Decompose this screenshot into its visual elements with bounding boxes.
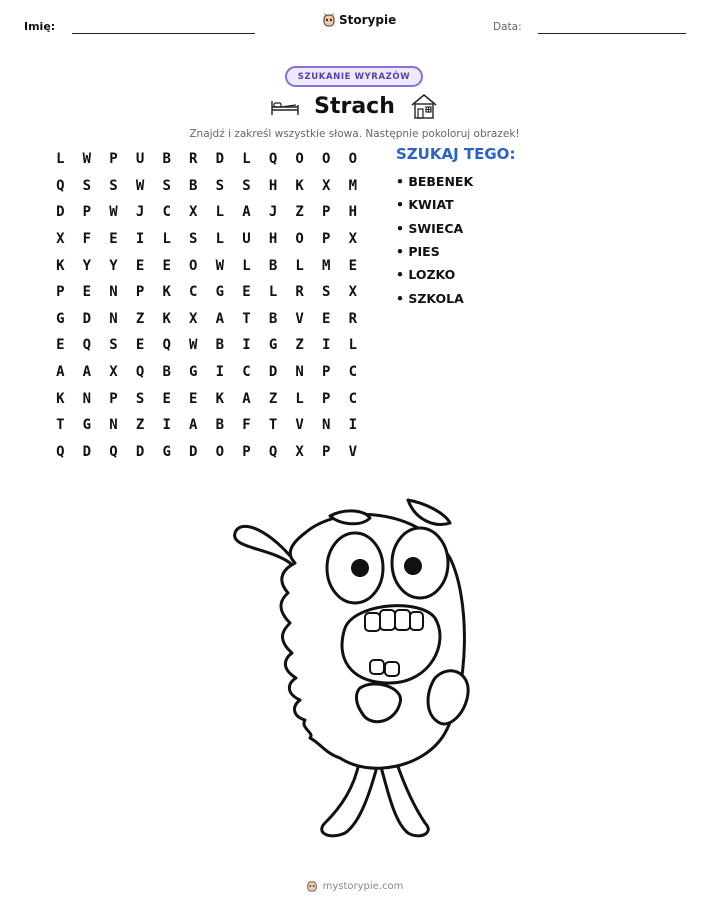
grid-cell[interactable]: B [215,417,225,434]
grid-cell[interactable]: C [348,390,358,407]
grid-cell[interactable]: T [242,310,251,327]
word-item: • PIES [396,244,440,260]
word-item: • LOZKO [396,267,456,283]
grid-cell[interactable]: E [322,310,331,327]
name-label: Imię: [24,20,56,33]
grid-cell[interactable]: B [162,151,171,168]
grid-cell[interactable]: C [242,364,251,381]
grid-cell[interactable]: V [348,443,358,460]
grid-cell[interactable]: O [295,151,304,168]
bed-icon [270,95,300,117]
word-item: • SWIECA [396,220,464,236]
grid-cell[interactable]: Z [135,417,145,434]
grid-cell[interactable]: A [215,310,225,327]
grid-cell[interactable]: P [135,284,145,301]
grid-cell[interactable]: P [322,390,331,407]
grid-cell[interactable]: Q [162,337,171,354]
grid-cell[interactable]: E [162,390,171,407]
grid-cell[interactable]: T [268,417,278,434]
grid-cell[interactable]: A [242,204,251,221]
grid-cell[interactable]: X [189,204,198,221]
name-line[interactable] [72,33,255,34]
word-item: • KWIAT [396,197,454,213]
grid-cell[interactable]: S [215,177,225,194]
house-icon [409,92,439,120]
grid-cell[interactable]: U [135,151,145,168]
grid-cell[interactable]: L [215,204,225,221]
footer-url[interactable]: mystorypie.com [322,880,404,892]
grid-cell[interactable]: W [135,177,145,194]
grid-cell[interactable]: P [322,364,331,381]
grid-cell[interactable]: Y [109,257,118,274]
storypie-logo-icon [306,879,318,893]
grid-cell[interactable]: B [189,177,198,194]
grid-cell[interactable]: G [162,443,171,460]
grid-cell[interactable]: D [56,204,65,221]
grid-cell[interactable]: B [162,364,171,381]
grid-cell[interactable]: E [162,257,171,274]
grid-cell[interactable]: W [82,151,92,168]
grid-cell[interactable]: H [268,231,278,248]
grid-cell[interactable]: I [135,231,145,248]
grid-cell[interactable]: U [242,231,251,248]
grid-cell[interactable]: X [322,177,331,194]
grid-cell[interactable]: T [56,417,65,434]
title-row [0,92,709,120]
grid-cell[interactable]: S [189,231,198,248]
grid-cell[interactable]: K [56,390,65,407]
instructions: Znajdź i zakreśl wszystkie słowa. Następnie pokoloruj obrazek! [189,128,520,140]
grid-cell[interactable]: X [348,231,358,248]
grid-cell[interactable]: L [295,390,304,407]
grid-cell[interactable]: E [189,390,198,407]
grid-cell[interactable]: G [82,417,92,434]
grid-cell[interactable]: E [348,257,358,274]
grid-cell[interactable]: N [322,417,331,434]
grid-cell[interactable]: Y [82,257,92,274]
grid-cell[interactable]: E [109,231,118,248]
grid-cell[interactable]: A [189,417,198,434]
grid-cell[interactable]: L [162,231,171,248]
grid-cell[interactable]: Q [82,337,92,354]
grid-cell[interactable]: K [162,284,171,301]
grid-cell[interactable]: I [215,364,225,381]
grid-cell[interactable]: I [242,337,251,354]
grid-cell[interactable]: Q [56,177,65,194]
grid-cell[interactable]: D [215,151,225,168]
grid-cell[interactable]: O [348,151,358,168]
grid-cell[interactable]: X [56,231,65,248]
grid-cell[interactable]: E [242,284,251,301]
grid-cell[interactable]: S [82,177,92,194]
grid-cell[interactable]: N [295,364,304,381]
grid-cell[interactable]: E [82,284,92,301]
word-list-title: SZUKAJ TEGO: [396,145,516,163]
grid-cell[interactable]: R [189,151,198,168]
grid-cell[interactable]: D [82,310,92,327]
grid-cell[interactable]: Z [268,390,278,407]
grid-cell[interactable]: Z [295,337,304,354]
grid-cell[interactable]: E [135,257,145,274]
grid-cell[interactable]: O [215,443,225,460]
grid-cell[interactable]: S [162,177,171,194]
grid-cell[interactable]: Q [135,364,145,381]
grid-cell[interactable]: X [295,443,304,460]
grid-cell[interactable]: G [189,364,198,381]
grid-cell[interactable]: I [348,417,358,434]
grid-cell[interactable]: L [56,151,65,168]
grid-cell[interactable]: H [268,177,278,194]
grid-cell[interactable]: C [348,364,358,381]
grid-cell[interactable]: P [322,443,331,460]
grid-cell[interactable]: R [348,310,358,327]
grid-cell[interactable]: N [109,417,118,434]
scared-monster-coloring-icon[interactable] [230,488,480,858]
storypie-logo-icon [322,12,336,28]
grid-cell[interactable]: O [189,257,198,274]
date-label: Data: [493,21,522,33]
brand-logo [322,12,396,28]
page-title: Strach [314,93,395,119]
grid-cell[interactable]: K [215,390,225,407]
grid-cell[interactable]: O [295,231,304,248]
grid-cell[interactable]: Q [56,443,65,460]
grid-cell[interactable]: W [109,204,118,221]
grid-cell[interactable]: P [322,204,331,221]
word-search-grid[interactable] [47,146,366,465]
grid-cell[interactable]: F [82,231,92,248]
grid-cell[interactable]: P [82,204,92,221]
grid-cell[interactable]: Z [135,310,145,327]
brand-name: Storypie [339,13,397,27]
grid-cell[interactable]: L [348,337,358,354]
grid-cell[interactable]: X [189,310,198,327]
grid-cell[interactable]: G [215,284,225,301]
grid-cell[interactable]: D [82,443,92,460]
grid-cell[interactable]: S [322,284,331,301]
grid-cell[interactable]: Z [295,204,304,221]
grid-cell[interactable]: L [295,257,304,274]
grid-cell[interactable]: J [135,204,145,221]
grid-cell[interactable]: E [56,337,65,354]
grid-cell[interactable]: C [189,284,198,301]
word-item: • SZKOLA [396,290,464,306]
grid-cell[interactable]: K [162,310,171,327]
grid-cell[interactable]: A [242,390,251,407]
grid-cell[interactable]: K [295,177,304,194]
grid-cell[interactable]: G [268,337,278,354]
grid-cell[interactable]: L [268,284,278,301]
grid-cell[interactable]: E [135,337,145,354]
grid-cell[interactable]: X [109,364,118,381]
grid-cell[interactable]: V [295,310,304,327]
grid-cell[interactable]: Q [268,443,278,460]
grid-cell[interactable]: R [295,284,304,301]
grid-cell[interactable]: G [56,310,65,327]
grid-cell[interactable]: X [348,284,358,301]
grid-cell[interactable]: W [189,337,198,354]
grid-cell[interactable]: W [215,257,225,274]
grid-cell[interactable]: B [268,257,278,274]
grid-cell[interactable]: S [109,177,118,194]
grid-cell[interactable]: D [135,443,145,460]
grid-cell[interactable]: M [322,257,331,274]
word-item: • BEBENEK [396,174,474,190]
grid-cell[interactable]: A [82,364,92,381]
grid-cell[interactable]: K [56,257,65,274]
date-line[interactable] [538,33,686,34]
grid-cell[interactable]: Q [268,151,278,168]
grid-cell[interactable]: N [82,390,92,407]
grid-cell[interactable]: S [135,390,145,407]
grid-cell[interactable]: Q [109,443,118,460]
grid-cell[interactable]: N [109,310,118,327]
grid-cell[interactable]: L [242,151,251,168]
grid-cell[interactable]: S [242,177,251,194]
grid-cell[interactable]: P [56,284,65,301]
grid-cell[interactable]: M [348,177,358,194]
grid-cell[interactable]: I [162,417,171,434]
grid-cell[interactable]: A [56,364,65,381]
grid-cell[interactable]: L [242,257,251,274]
grid-cell[interactable]: J [268,204,278,221]
grid-cell[interactable]: I [322,337,331,354]
grid-cell[interactable]: B [215,337,225,354]
grid-cell[interactable]: V [295,417,304,434]
grid-cell[interactable]: P [242,443,251,460]
grid-cell[interactable]: B [268,310,278,327]
grid-cell[interactable]: D [189,443,198,460]
grid-cell[interactable]: C [162,204,171,221]
grid-cell[interactable]: P [109,151,118,168]
grid-cell[interactable]: O [322,151,331,168]
grid-cell[interactable]: S [109,337,118,354]
grid-cell[interactable]: H [348,204,358,221]
grid-cell[interactable]: F [242,417,251,434]
grid-cell[interactable]: P [322,231,331,248]
grid-cell[interactable]: N [109,284,118,301]
footer [0,879,709,893]
grid-cell[interactable]: P [109,390,118,407]
grid-cell[interactable]: L [215,231,225,248]
grid-cell[interactable]: D [268,364,278,381]
category-badge: SZUKANIE WYRAZÓW [285,66,423,87]
word-list [396,170,473,310]
